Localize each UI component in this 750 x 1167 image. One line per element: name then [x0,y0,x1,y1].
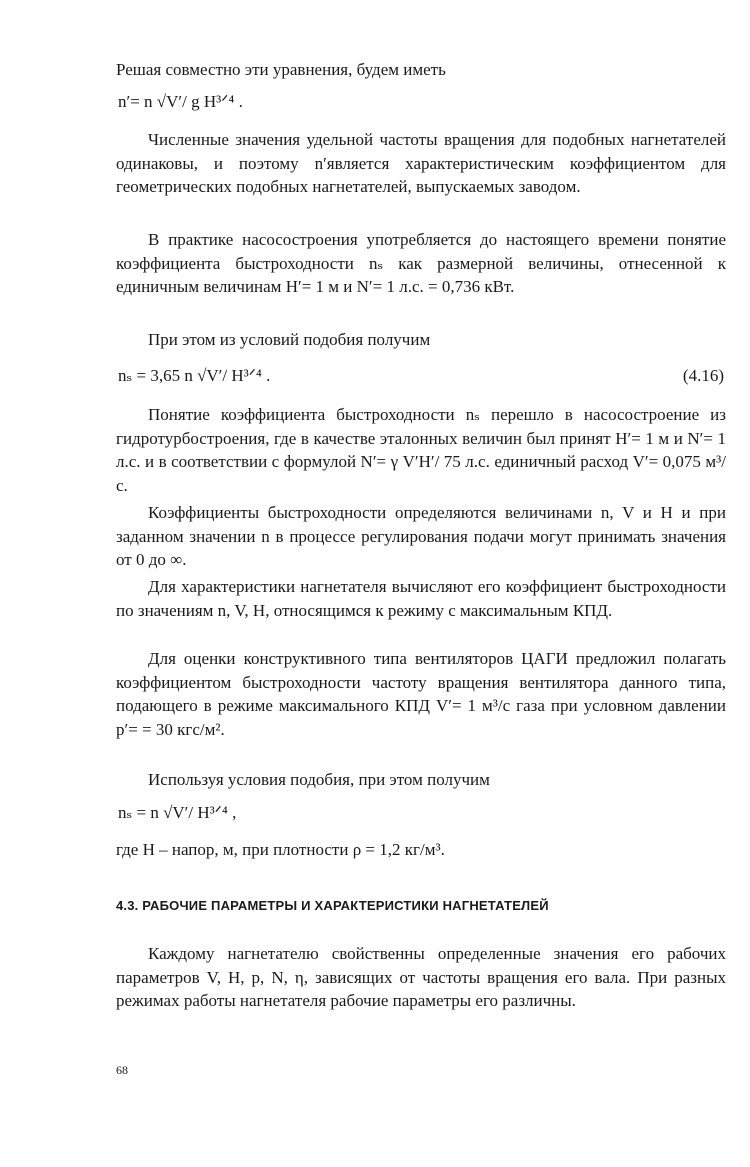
equation-number: (4.16) [682,366,724,385]
paragraph-tsagi: Для оценки конструктивного типа вентиляторов ЦАГИ предложил полагать коэффициентом быстроходности частоту вращения вентилятора данного типа, подающего в режиме максимального КПД V′= 1 м³/с газа при условном давлении p′= = 30 кгс/м². [116,649,726,739]
paragraph-where: где H – напор, м, при плотности ρ = 1,2 кг/м³. [116,840,445,859]
page-number: 68 [116,1063,128,1077]
paragraph-similarity: При этом из условий подобия получим [148,330,431,349]
formula-specific-speed: n′= n √V′/ g H³ᐟ⁴ . [118,92,243,111]
formula-4-16: nₛ = 3,65 n √V′/ H³ᐟ⁴ . [118,366,271,385]
paragraph-operating-params: Каждому нагнетателю свойственны определенные значения его рабочих параметров V, H, p, N, η, зависящих от частоты вращения его вала. При разных режимах работы нагнетателя рабочие параметры его различны. [116,944,726,1011]
paragraph-intro: Решая совместно эти уравнения, будем иметь [116,60,446,79]
paragraph-coefficients-range: Коэффициенты быстроходности определяются величинами n, V и H и при заданном значении n в процессе регулирования подачи могут принимать значения от 0 до ∞. [116,503,726,570]
section-heading: 4.3. РАБОЧИЕ ПАРАМЕТРЫ И ХАРАКТЕРИСТИКИ НАГНЕТАТЕЛЕЙ [116,898,549,913]
paragraph-pump-practice: В практике насосостроения употребляется до настоящего времени понятие коэффициента быстроходности nₛ как размерной величины, отнесенной к единичным величинам H′= 1 м и N′= 1 л.с. = 0,736 кВт. [116,230,726,297]
formula-fan-speed: nₛ = n √V′/ H³ᐟ⁴ , [118,803,237,822]
paragraph-max-efficiency: Для характеристики нагнетателя вычисляют его коэффициент быстроходности по значениям n, V, H, относящимся к режиму с максимальным КПД. [116,577,726,620]
paragraph-specific-speed: Численные значения удельной частоты вращения для подобных нагнетателей одинаковы, и поэтому n′является характеристическим коэффициентом для геометрических подобных нагнетателей, выпускаемых заводом. [116,130,726,197]
paragraph-coefficient-origin: Понятие коэффициента быстроходности nₛ перешло в насосостроение из гидротурбостроения, где в качестве эталонных величин был принят H′= 1 м и N′= 1 л.с. и в соответствии с формулой N′= γ V′H′/ 75 л.с. единичный расход V′= 0,075 м³/с. [116,405,726,495]
paragraph-using-similarity: Используя условия подобия, при этом получим [148,770,490,789]
